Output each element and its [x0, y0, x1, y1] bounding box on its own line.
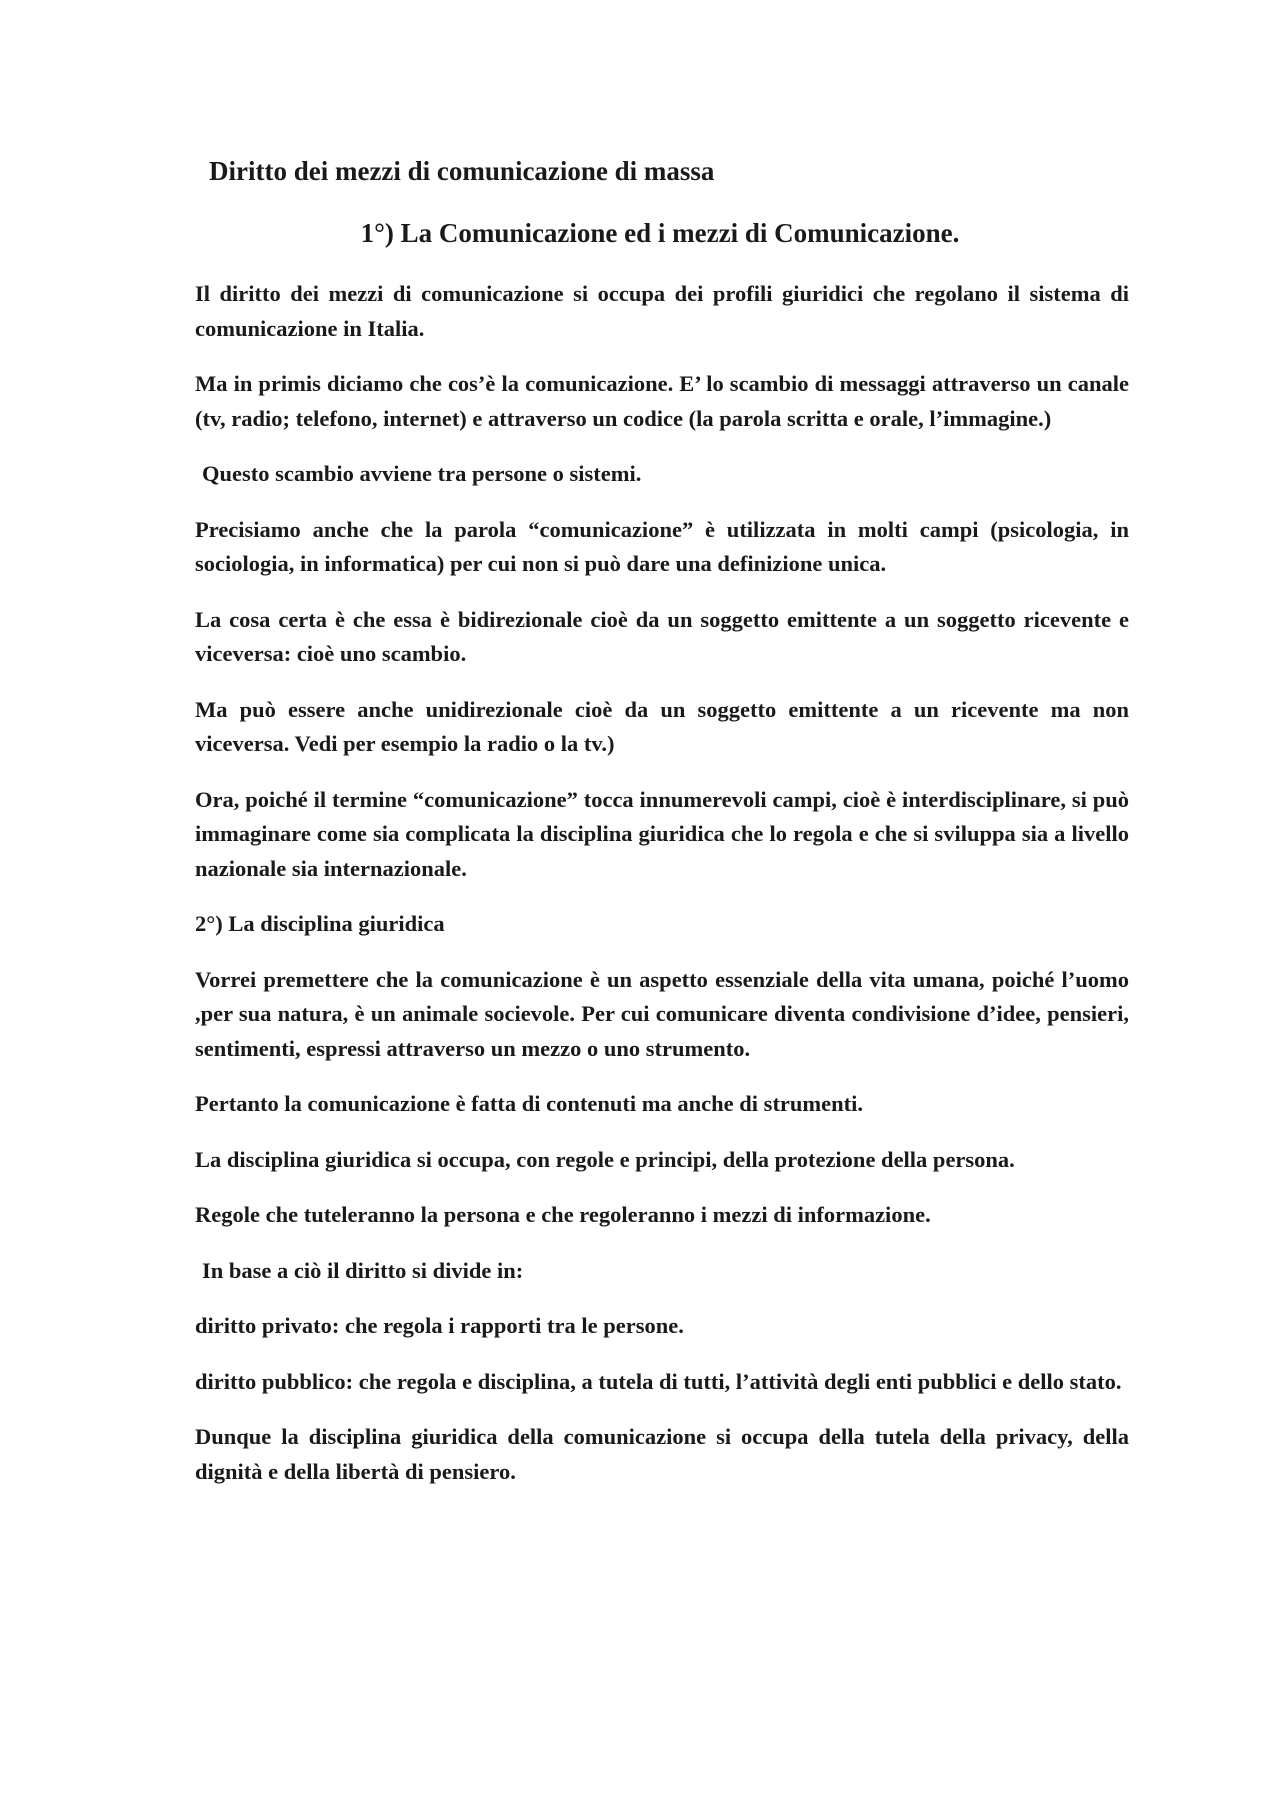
section-1-heading: 1°) La Comunicazione ed i mezzi di Comunicazione.	[360, 218, 960, 248]
paragraph: diritto pubblico: che regola e disciplina, a tutela di tutti, l’attività degli enti pubblici e dello stato.	[195, 1368, 1122, 1394]
section-2-heading: 2°) La disciplina giuridica	[195, 911, 445, 936]
paragraph: Il diritto dei mezzi di comunicazione si occupa dei profili giuridici che regolano il sistema di comunicazione in Italia.	[195, 281, 1129, 341]
paragraph: La cosa certa è che essa è bidirezionale cioè da un soggetto emittente a un soggetto ricevente e viceversa: cioè uno scambio.	[195, 606, 1129, 666]
paragraph: Pertanto la comunicazione è fatta di contenuti ma anche di strumenti.	[195, 1091, 864, 1116]
paragraph: diritto privato: che regola i rapporti tra le persone.	[195, 1313, 684, 1338]
paragraph: Regole che tuteleranno la persona e che regoleranno i mezzi di informazione.	[195, 1202, 931, 1227]
paragraph: Ma può essere anche unidirezionale cioè da un soggetto emittente a un ricevente ma non viceversa. Vedi per esempio la radio o la tv.)	[195, 696, 1129, 756]
paragraph: La disciplina giuridica si occupa, con regole e principi, della protezione della persona.	[195, 1146, 1015, 1172]
document-body	[195, 277, 1129, 1510]
paragraph: Ora, poiché il termine “comunicazione” tocca innumerevoli campi, cioè è interdisciplinare, si può immaginare come sia complicata la disciplina giuridica che lo regola e che si sviluppa sia a livello nazionale sia internazionale.	[195, 786, 1129, 881]
paragraph: Vorrei premettere che la comunicazione è un aspetto essenziale della vita umana, poiché l’uomo ,per sua natura, è un animale socievole. Per cui comunicare diventa condivisione d’idee, pensieri, sentimenti, espressi attraverso un mezzo o uno strumento.	[195, 966, 1129, 1061]
paragraph: Precisiamo anche che la parola “comunicazione” è utilizzata in molti campi (psicologia, in sociologia, in informatica) per cui non si può dare una definizione unica.	[195, 516, 1129, 576]
paragraph: Ma in primis diciamo che cos’è la comunicazione. E’ lo scambio di messaggi attraverso un canale (tv, radio; telefono, internet) e attraverso un codice (la parola scritta e orale, l’immagine.)	[195, 371, 1129, 431]
paragraph: Questo scambio avviene tra persone o sistemi.	[202, 461, 642, 486]
paragraph: Dunque la disciplina giuridica della comunicazione si occupa della tutela della privacy, della dignità e della libertà di pensiero.	[195, 1424, 1129, 1484]
document-title: Diritto dei mezzi di comunicazione di massa	[209, 156, 715, 186]
paragraph: In base a ciò il diritto si divide in:	[202, 1257, 524, 1283]
